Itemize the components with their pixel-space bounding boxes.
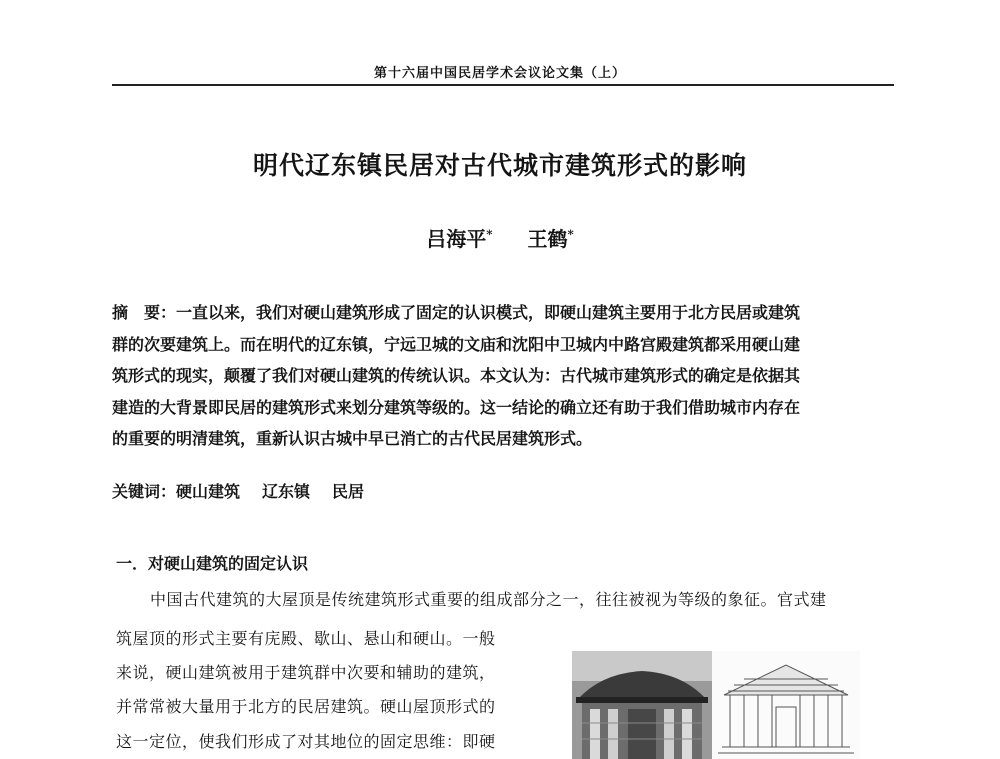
body-text-line: 中国古代建筑的大屋顶是传统建筑形式重要的组成部分之一，往往被视为等级的象征。官式建 — [150, 590, 827, 609]
building-elevation-drawing — [712, 651, 860, 759]
abstract-line: 摘 要：一直以来，我们对硬山建筑形成了固定的认识模式，即硬山建筑主要用于北方民居或建筑 — [112, 303, 801, 322]
author-1-name: 吕海平 — [426, 227, 487, 251]
abstract — [112, 297, 902, 455]
body-text-line: 这一定位，使我们形成了对其地位的固定思维：即硬 — [116, 732, 496, 751]
running-header: 第十六届中国民居学术会议论文集（上） — [373, 66, 626, 81]
author-2 — [527, 227, 573, 251]
building-figure-image — [572, 651, 860, 759]
abstract-line: 的重要的明清建筑，重新认识古城中早已消亡的古代民居建筑形式。 — [112, 429, 593, 448]
keywords — [112, 479, 902, 502]
keywords-label: 关键词： — [112, 482, 177, 501]
body-text-line: 筑屋顶的形式主要有庑殿、歇山、悬山和硬山。一般 — [116, 629, 496, 648]
abstract-line: 筑形式的现实，颠覆了我们对硬山建筑的传统认识。本文认为：古代城市建筑形式的确定是依据其 — [112, 366, 801, 385]
building-figure — [572, 651, 860, 759]
author-2-mark: * — [567, 227, 574, 242]
section-heading: 一．对硬山建筑的固定认识 — [116, 554, 309, 573]
keyword: 民居 — [332, 482, 365, 501]
building-photo — [572, 651, 712, 759]
body-text-line: 并常常被大量用于北方的民居建筑。硬山屋顶形式的 — [116, 697, 496, 716]
keyword: 硬山建筑 — [176, 482, 241, 501]
paper-title: 明代辽东镇民居对古代城市建筑形式的影响 — [252, 151, 747, 180]
author-list — [0, 223, 1000, 252]
keyword: 辽东镇 — [262, 482, 311, 501]
author-2-name: 王鹤 — [527, 227, 568, 251]
author-1-mark: * — [486, 227, 493, 242]
header-rule — [112, 84, 894, 86]
abstract-line: 群的次要建筑上。而在明代的辽东镇，宁远卫城的文庙和沈阳中卫城内中路宫殿建筑都采用硬山建 — [112, 334, 801, 354]
author-1 — [426, 227, 492, 251]
body-text-line: 来说，硬山建筑被用于建筑群中次要和辅助的建筑， — [116, 663, 496, 682]
abstract-line: 建造的大背景即民居的建筑形式来划分建筑等级的。这一结论的确立还有助于我们借助城市内存在 — [112, 397, 801, 417]
